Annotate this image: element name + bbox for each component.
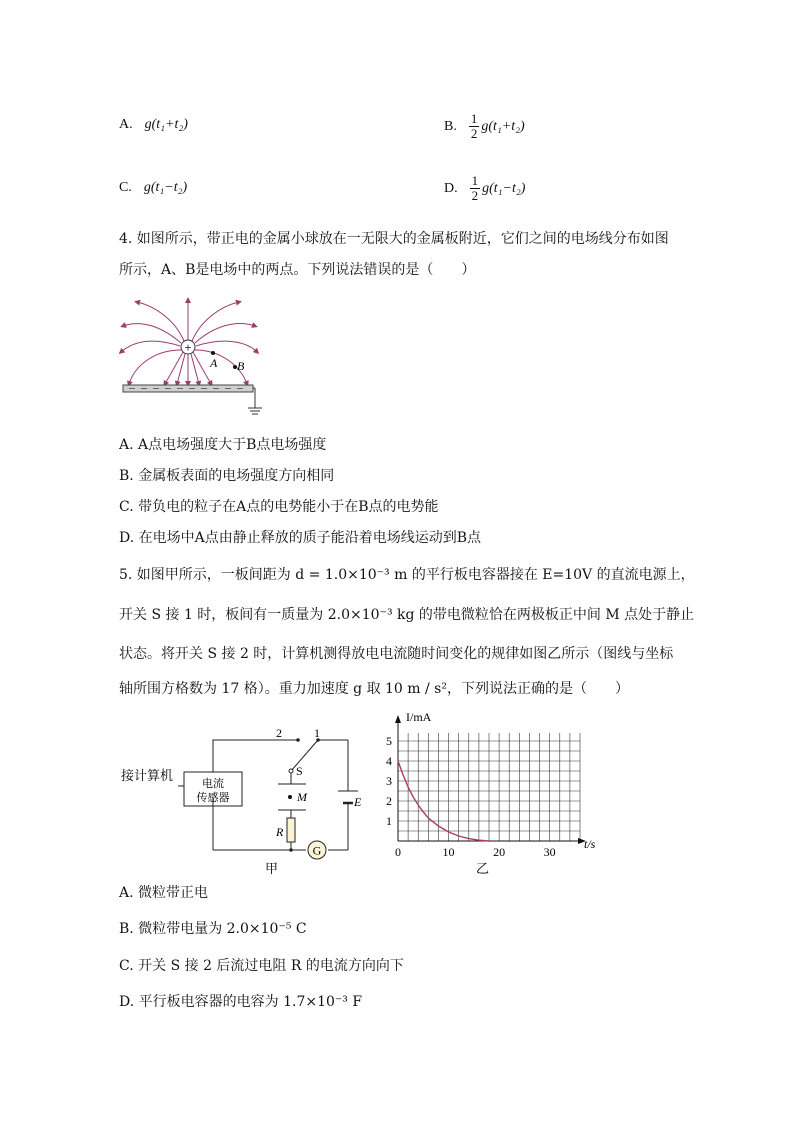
chart-grid	[398, 733, 580, 841]
x-tick-label: 10	[442, 845, 455, 859]
point-m-label: M	[297, 790, 307, 804]
q3-option-a[interactable]	[119, 117, 188, 133]
option-label: A.	[119, 117, 133, 132]
q4-option-c[interactable]: C. 带负电的粒子在A点的电势能小于在B点的电势能	[119, 499, 439, 515]
x-axis-label: t/s	[584, 837, 596, 851]
switch-label: S	[296, 764, 303, 778]
y-tick-label: 4	[386, 754, 392, 768]
q5-stem-line2: 开关 S 接 1 时，板间有一质量为 2.0×10⁻³ kg 的带电微粒恰在两极板正中间 M 点处于静止	[119, 607, 695, 623]
option-expression: g(t₁+t₂)	[144, 117, 188, 132]
q5-option-c[interactable]: C. 开关 S 接 2 后流过电阻 R 的电流方向向下	[119, 958, 404, 974]
q5-option-a[interactable]: A. 微粒带正电	[119, 885, 209, 901]
option-label: D.	[444, 180, 458, 196]
q3-option-d[interactable]	[444, 174, 525, 203]
terminal-2-label: 2	[276, 728, 282, 740]
fraction-half: $\frac{1}{2}$	[471, 173, 479, 203]
computer-label: 接计算机	[121, 769, 174, 784]
q5-stem-line3: 状态。将开关 S 接 2 时，计算机测得放电电流随时间变化的规律如图乙所示（图线与坐标	[119, 646, 674, 662]
resistor-label: R	[276, 825, 284, 839]
x-tick-label: 30	[543, 845, 556, 859]
chart-ticks	[386, 734, 556, 859]
q5-option-b[interactable]: B. 微粒带电量为 2.0×10⁻⁵ C	[119, 921, 307, 937]
sensor-label-line1: 电流	[202, 777, 224, 790]
option-expression: g(t₁+t₂)	[481, 118, 525, 134]
q4-electric-field-figure	[115, 290, 275, 425]
y-tick-label: 5	[386, 734, 392, 748]
q5-current-time-chart	[378, 705, 608, 880]
option-expression: g(t₁−t₂)	[143, 180, 188, 195]
q4-option-a[interactable]: A. A点电场强度大于B点电场强度	[119, 437, 327, 453]
y-axis-arrow	[395, 715, 401, 723]
chart-axes	[395, 715, 586, 844]
option-label: C.	[119, 180, 132, 195]
point-a-label: A	[210, 356, 218, 370]
x-tick-label: 20	[493, 845, 506, 859]
q4-stem-line1: 4. 如图所示，带正电的金属小球放在一无限大的金属板附近，它们之间的电场线分布如图	[119, 231, 669, 247]
y-axis-label: I/mA	[406, 710, 432, 724]
option-expression: g(t₁−t₂)	[482, 180, 526, 196]
fraction-half: $\frac{1}{2}$	[470, 111, 478, 141]
q3-option-b[interactable]	[444, 112, 525, 141]
q5-stem-line1: 5. 如图甲所示，一板间距为 d = 1.0×10⁻³ m 的平行板电容器接在 E=10V 的直流电源上，	[119, 567, 695, 583]
q4-option-d[interactable]: D. 在电场中A点由静止释放的质子能沿着电场线运动到B点	[119, 530, 482, 546]
point-b-label: B	[237, 359, 245, 373]
y-tick-label: 1	[386, 814, 392, 828]
q5-circuit-diagram	[118, 728, 378, 878]
q5-stem-line4: 轴所围方格数为 17 格）。重力加速度 g 取 10 m / s²，下列说法正确的是（ ）	[119, 681, 629, 697]
ball-charge-sign: +	[184, 340, 192, 355]
q5-option-d[interactable]: D. 平行板电容器的电容为 1.7×10⁻³ F	[119, 994, 363, 1010]
q3-option-c[interactable]	[119, 180, 187, 196]
circuit-caption: 甲	[265, 862, 279, 877]
q4-option-b[interactable]: B. 金属板表面的电场强度方向相同	[119, 468, 335, 484]
emf-label: E	[354, 795, 362, 809]
terminal-1-label: 1	[314, 728, 320, 740]
sensor-label-line2: 传感器	[196, 791, 230, 804]
option-label: B.	[444, 118, 457, 134]
x-tick-label: 0	[395, 845, 401, 859]
q4-stem-line2: 所示，A、B是电场中的两点。下列说法错误的是（ ）	[119, 262, 476, 278]
galvanometer-label: G	[312, 843, 322, 858]
y-tick-label: 2	[386, 794, 392, 808]
y-tick-label: 3	[386, 774, 392, 788]
graph-caption: 乙	[476, 862, 490, 877]
